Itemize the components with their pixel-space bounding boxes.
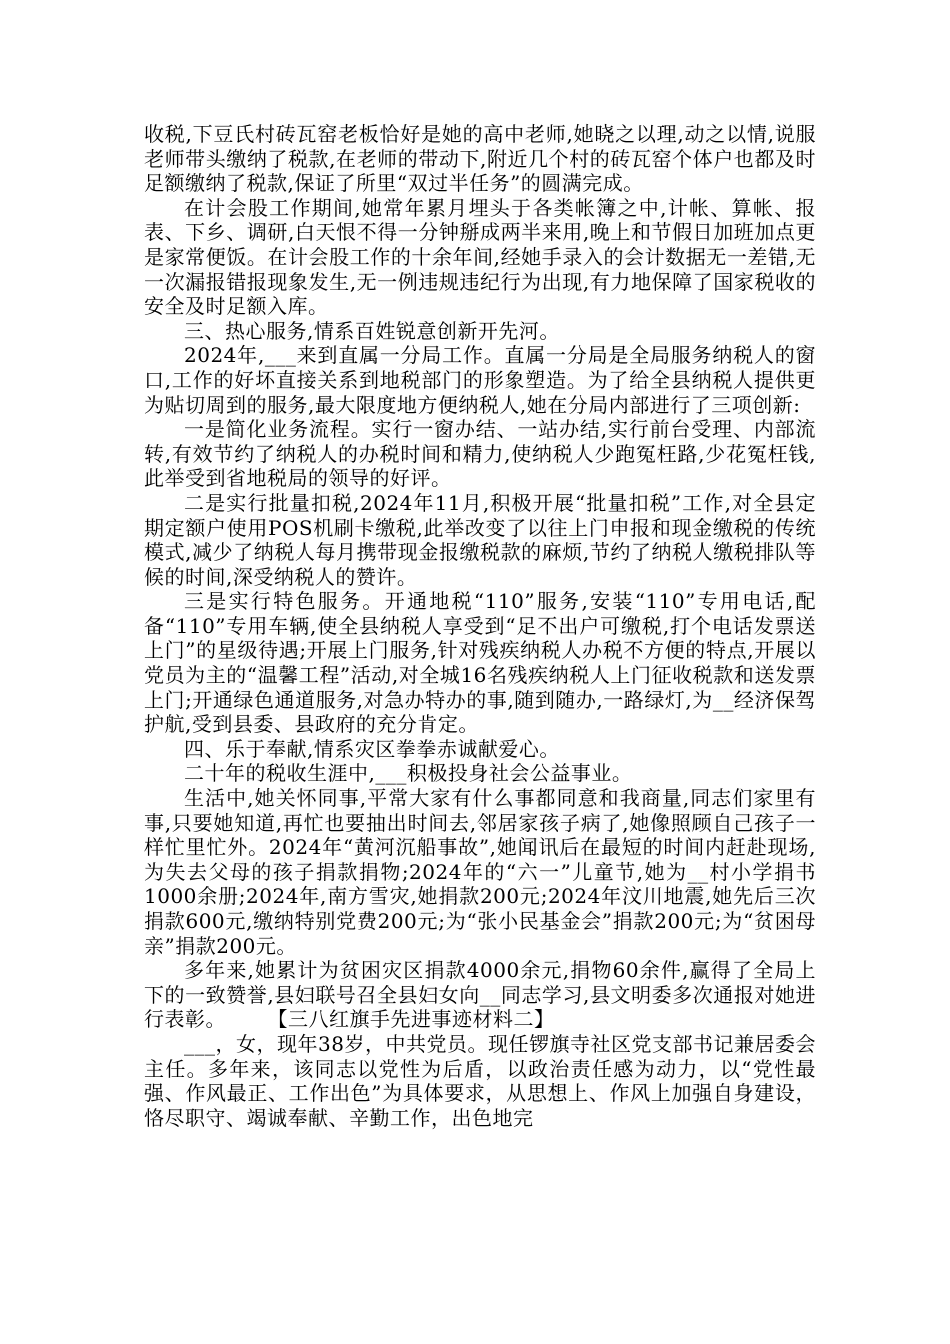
paragraph-material-two: ___，女，现年38岁，中共党员。现任锣旗寺社区党支部书记兼居委会主任。多年来，该同志以党性为后盾，以政治责任感为动力，以“党性最强、作风最正、工作出色”为具体要求，从思想上、作风上加强自身建设，恪尽职守、竭诚奉献、辛勤工作，出色地完 [144,1031,816,1130]
document-body [144,122,816,1130]
paragraph-innovation-one: 一是简化业务流程。实行一窗办结、一站办结,实行前台受理、内部流转,有效节约了纳税人的办税时间和精力,使纳税人少跑冤枉路,少花冤枉钱,此举受到省地税局的领导的好评。 [144,417,816,491]
section-heading-service: 三、热心服务,情系百姓锐意创新开先河。 [184,318,560,343]
paragraph-donations: 生活中,她关怀同事,平常大家有什么事都同意和我商量,同志们家里有事,只要她知道,再忙也要抽出时间去,邻居家孩子病了,她像照顾自己孩子一样忙里忙外。2024年“黄河沉船事故”,她闻讯后在最短的时间内赶赴现场,为失去父母的孩子捐款捐物;2024年的“六一”儿童节,她为__村小学捐书1000余册;2024年,南方雪灾,她捐款200元;2024年汶川地震,她先后三次捐款600元,缴纳特别党费200元;为“张小民基金会”捐款200元;为“贫困母亲”捐款200元。 [144,786,816,958]
paragraph-innovation-two: 二是实行批量扣税,2024年11月,积极开展“批量扣税”工作,对全县定期定额户使用POS机刷卡缴税,此举改变了以往上门申报和现金缴税的传统模式,减少了纳税人每月携带现金报缴税款的麻烦,节约了纳税人缴税排队等候的时间,深受纳税人的赞许。 [144,490,816,589]
paragraph-recognition: 多年来,她累计为贫困灾区捐款4000余元,捐物60余件,赢得了全局上下的一致赞誉,县妇联号召全县妇女向__同志学习,县文明委多次通报对她进行表彰。 【三八红旗手先进事迹材料二】 [144,958,816,1032]
paragraph-branch-office: 2024年,___来到直属一分局工作。直属一分局是全局服务纳税人的窗口,工作的好坏直接关系到地税部门的形象塑造。为了给全县纳税人提供更为贴切周到的服务,最大限度地方便纳税人,她在分局内部进行了三项创新: [144,343,816,417]
paragraph-tax-collection-end: 收税,下豆氏村砖瓦窑老板恰好是她的高中老师,她晓之以理,动之以情,说服老师带头缴纳了税款,在老师的带动下,附近几个村的砖瓦窑个体户也都及时足额缴纳了税款,保证了所里“双过半任务”的圆满完成。 [144,122,816,196]
section-heading-dedication: 四、乐于奉献,情系灾区拳拳赤诚献爱心。 [184,736,560,761]
paragraph-innovation-three: 三是实行特色服务。开通地税“110”服务,安装“110”专用电话,配备“110”专用车辆,使全县纳税人享受到“足不出户可缴税,打个电话发票送上门”的星级待遇;开展上门服务,针对残疾纳税人办税不方便的特点,开展以党员为主的“温馨工程”活动,对全城16名残疾纳税人上门征收税款和送发票上门;开通绿色通道服务,对急办特办的事,随到随办,一路绿灯,为__经济保驾护航,受到县委、县政府的充分肯定。 [144,589,816,737]
paragraph-public-welfare: 二十年的税收生涯中,___积极投身社会公益事业。 [184,761,633,786]
paragraph-accounting-work: 在计会股工作期间,她常年累月埋头于各类帐簿之中,计帐、算帐、报表、下乡、调研,白天恨不得一分钟掰成两半来用,晚上和节假日加班加点更是家常便饭。在计会股工作的十余年间,经她手录入的会计数据无一差错,无一次漏报错报现象发生,无一例违规违纪行为出现,有力地保障了国家税收的安全及时足额入库。 [144,195,816,319]
